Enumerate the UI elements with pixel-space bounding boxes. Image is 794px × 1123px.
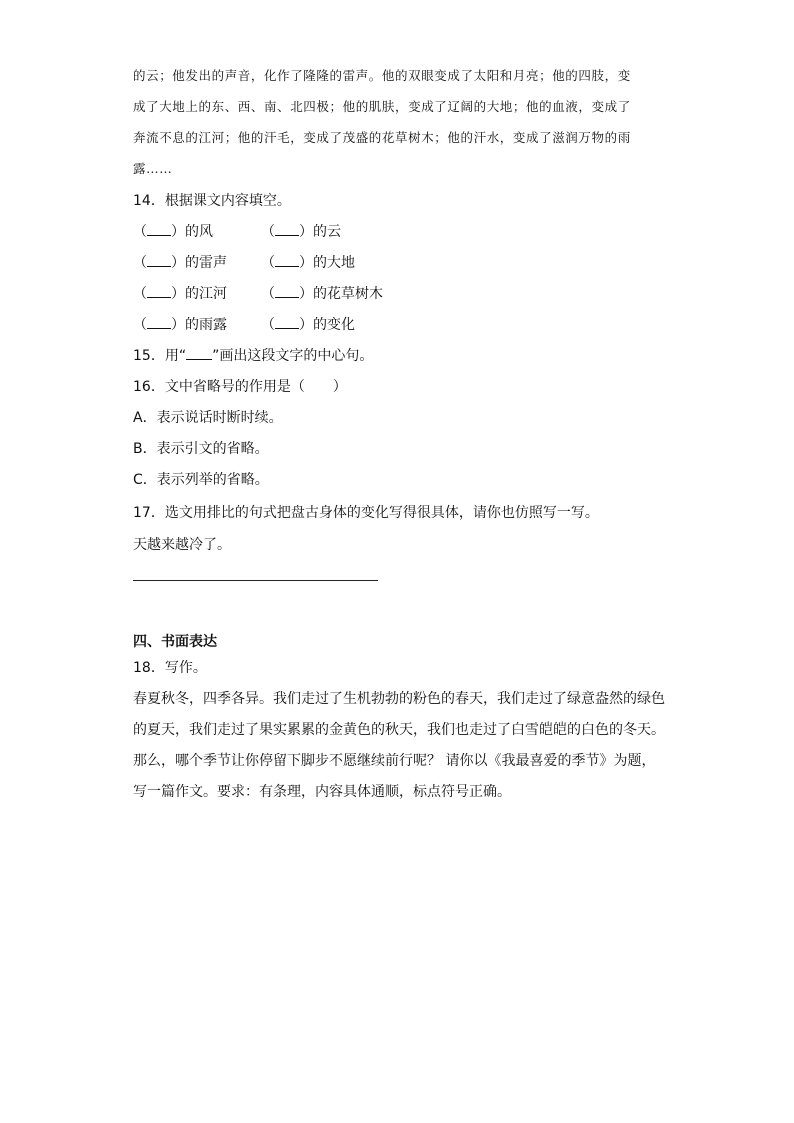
question-16: 16．文中省略号的作用是（ ） [133, 379, 347, 395]
open-paren: （ [133, 255, 147, 271]
answer-blank[interactable] [275, 254, 299, 267]
fill-item: ）的花草树木 [299, 286, 383, 302]
q15-text-before: 15．用“ [133, 348, 187, 364]
passage-line-2: 成了大地上的东、西、南、北四极；他的肌肤，变成了辽阔的大地；他的血液，变成了 [133, 99, 631, 114]
passage-line-3: 奔流不息的江河；他的汗毛，变成了茂盛的花草树木；他的汗水，变成了滋润万物的雨 [133, 130, 631, 145]
fill-item: ）的雷声 [171, 255, 227, 271]
answer-blank[interactable] [275, 285, 299, 298]
q17-sentence: 天越来越冷了。 [133, 537, 231, 553]
underline-sample [186, 347, 212, 360]
open-paren: （ [261, 224, 275, 240]
open-paren: （ [261, 317, 275, 333]
fill-item: ）的风 [171, 224, 213, 240]
passage-line-1: 的云；他发出的声音，化作了隆隆的雷声。他的双眼变成了太阳和月亮；他的四肢，变 [133, 68, 631, 83]
fill-item: ）的云 [299, 224, 341, 240]
essay-prompt-line-3: 那么，哪个季节让你停留下脚步不愿继续前行呢？ 请你以《我最喜爱的季节》为题， [133, 753, 656, 769]
answer-blank[interactable] [147, 316, 171, 329]
fill-row [133, 315, 355, 335]
option-b[interactable]: B．表示引文的省略。 [133, 441, 269, 457]
essay-prompt-line-2: 的夏天，我们走过了果实累累的金黄色的秋天，我们也走过了白雪皑皑的白色的冬天。 [133, 722, 665, 738]
q15-text-after: ”画出这段文字的中心句。 [212, 348, 374, 364]
answer-blank[interactable] [147, 254, 171, 267]
passage-line-4: 露…… [133, 161, 173, 176]
open-paren: （ [133, 224, 147, 240]
fill-item: ）的雨露 [171, 317, 227, 333]
answer-blank[interactable] [275, 316, 299, 329]
open-paren: （ [261, 255, 275, 271]
option-a[interactable]: A．表示说话时断时续。 [133, 410, 283, 426]
fill-item: ）的江河 [171, 286, 227, 302]
fill-item: ）的大地 [299, 255, 355, 271]
open-paren: （ [133, 286, 147, 302]
essay-prompt-line-1: 春夏秋冬，四季各异。我们走过了生机勃勃的粉色的春天，我们走过了绿意盎然的绿色 [133, 691, 665, 707]
section-title: 四、书面表达 [133, 634, 217, 650]
question-14: 14．根据课文内容填空。 [133, 193, 291, 209]
answer-blank[interactable] [147, 285, 171, 298]
answer-blank[interactable] [147, 223, 171, 236]
question-17: 17．选文用排比的句式把盘古身体的变化写得很具体，请你也仿照写一写。 [133, 505, 599, 521]
fill-row [133, 284, 383, 304]
answer-blank[interactable] [275, 223, 299, 236]
open-paren: （ [133, 317, 147, 333]
q17-answer-line[interactable] [133, 580, 378, 581]
question-18: 18．写作。 [133, 660, 207, 676]
fill-row [133, 253, 355, 273]
essay-prompt-line-4: 写一篇作文。要求：有条理，内容具体通顺，标点符号正确。 [133, 784, 511, 800]
open-paren: （ [261, 286, 275, 302]
fill-row [133, 222, 341, 242]
fill-item: ）的变化 [299, 317, 355, 333]
question-15 [133, 346, 373, 366]
option-c[interactable]: C．表示列举的省略。 [133, 472, 269, 488]
